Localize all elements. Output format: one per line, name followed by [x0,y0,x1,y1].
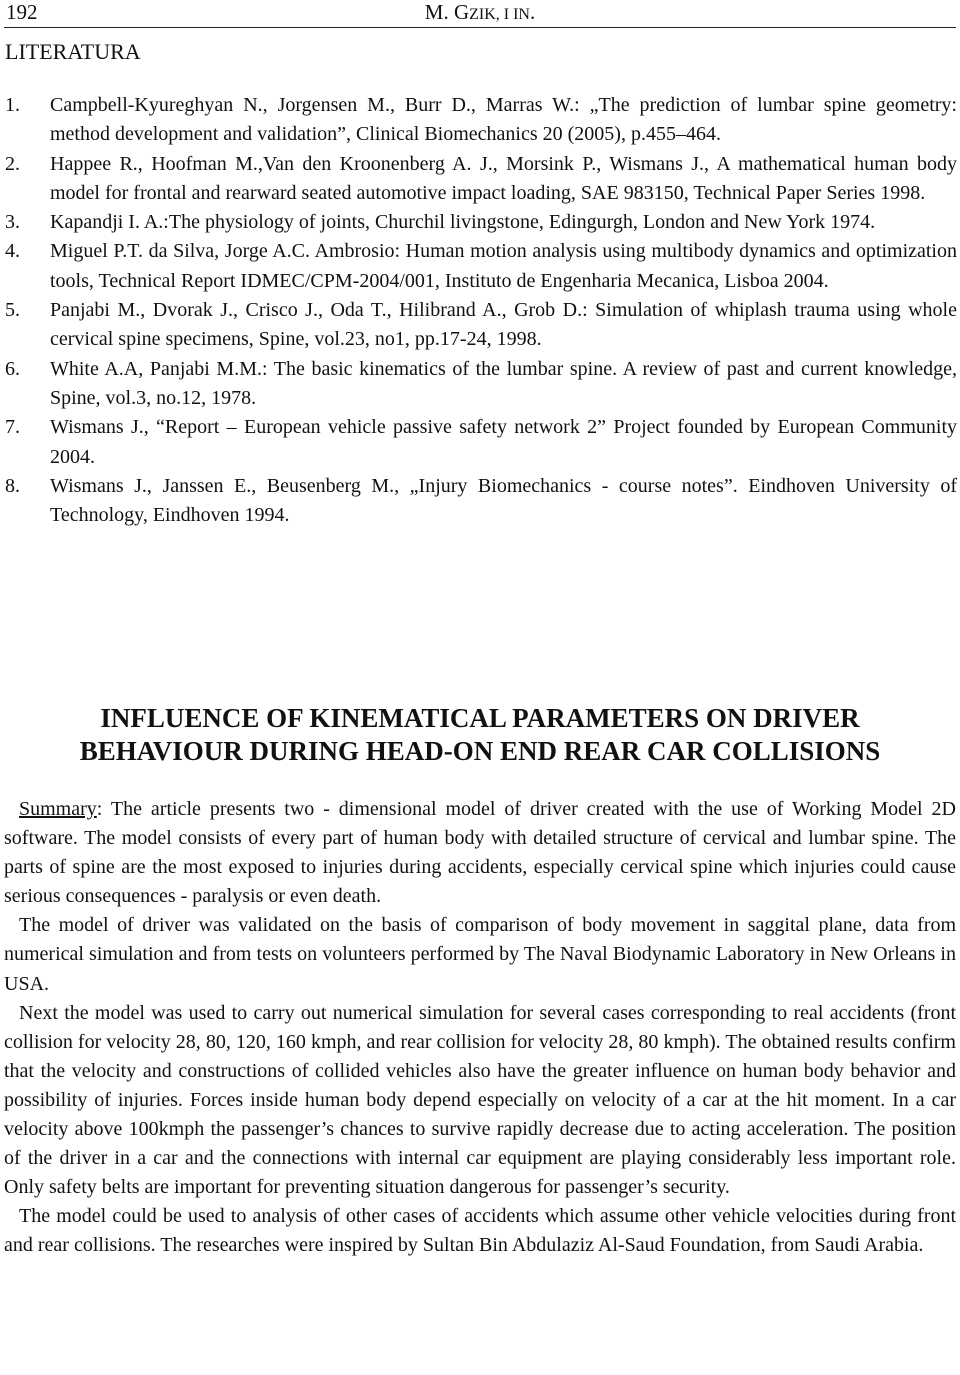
reference-item [5,208,957,237]
reference-item [5,150,957,209]
summary-paragraph [4,795,956,911]
reference-text: Wismans J., Janssen E., Beusenberg M., „Injury Biomechanics - course notes”. Eindhoven University of Technology, Eindhoven 1994. [50,474,957,527]
reference-number: 7. [5,416,20,439]
reference-item [5,237,957,296]
summary-paragraph: Next the model was used to carry out numerical simulation for several cases corresponding to real accidents (front collision for velocity 28, 80, 120, 160 kmph, and rear collision for velocity 28, 80 kmph). The obtained results confirm that the velocity and constructions of collided vehicles also have the greater influence on human body behavior and possibility of injuries. Forces inside human body depend especially on velocity of a car at the hit moment. In a car velocity above 100kmph the passenger’s chances to survive rapidly decrease due to acting acceleration. The position of the driver in a car and the connections with internal car equipment are playing considerably less important role. Only safety belts are important for preventing situation dangerous for passenger’s security. [4,1001,956,1199]
authors-end: . [529,0,536,24]
reference-number: 5. [5,299,20,322]
reference-item [5,296,957,355]
summary-label: Summary [19,798,97,820]
section-heading: LITERATURA [5,39,141,64]
summary-paragraph: The model of driver was validated on the basis of comparison of body movement in saggital plane, data from numerical simulation and from tests on volunteers performed by The Naval Biodynamic Laboratory in New Orleans in USA. [4,914,956,995]
reference-number: 3. [5,211,20,234]
reference-item [5,413,957,472]
reference-text: Panjabi M., Dvorak J., Crisco J., Oda T., Hilibrand A., Grob D.: Simulation of whiplash trauma using whole cervical spine specimens, Spine, vol.23, no1, pp.17-24, 1998. [50,299,957,351]
running-header [4,0,956,28]
reference-text: Happee R., Hoofman M.,Van den Kroonenberg A. J., Morsink P., Wismans J., A mathematical human body model for frontal and rearward seated automotive impact loading, SAE 983150, Technical Paper Series 1998. [50,152,957,204]
article-title-line: INFLUENCE OF KINEMATICAL PARAMETERS ON DRIVER [100,703,860,733]
reference-item [5,355,957,414]
reference-number: 4. [5,240,20,263]
reference-number: 8. [5,474,20,497]
reference-text: Campbell-Kyureghyan N., Jorgensen M., Burr D., Marras W.: „The prediction of lumbar spine geometry: method development and validation”, Clinical Biomechanics 20 (2005), p.455–464. [50,94,957,146]
reference-text: White A.A, Panjabi M.M.: The basic kinematics of the lumbar spine. A review of past and current knowledge, Spine, vol.3, no.12, 1978. [50,357,957,409]
running-header-authors [4,0,956,25]
article-title-line: BEHAVIOUR DURING HEAD-ON END REAR CAR COLLISIONS [79,736,881,766]
reference-list [5,91,957,530]
summary-text: : The article presents two - dimensional model of driver created with the use of Working Model 2D software. The model consists of every part of human body with detailed structure of cervical and lumbar spine. The parts of spine are the most exposed to injuries during accidents, especially cervical spine which injuries could cause serious consequences - paralysis or even death. [4,798,956,908]
reference-text: Kapandji I. A.:The physiology of joints, Churchil livingstone, Edingurgh, London and New York 1974. [50,211,876,234]
page-number: 192 [6,0,38,24]
summary-paragraph: The model could be used to analysis of other cases of accidents which assume other vehicle velocities during front and rear collisions. The researches were inspired by Sultan Bin Abdulaziz Al-Saud Foundation, from Saudi Arabia. [4,1205,956,1257]
authors-small-caps: ZIK, I IN [469,6,530,23]
reference-text: Wismans J., “Report – European vehicle passive safety network 2” Project founded by European Community 2004. [50,416,957,468]
reference-text: Miguel P.T. da Silva, Jorge A.C. Ambrosio: Human motion analysis using multibody dynamics and optimization tools, Technical Report IDMEC/CPM-2004/001, Instituto de Engenharia Mecanica, Lisboa 2004. [50,240,957,292]
article-title [0,702,960,768]
reference-number: 1. [5,94,20,116]
authors-initial: M. G [424,0,470,24]
reference-item [5,472,957,531]
reference-number: 2. [5,152,20,175]
reference-item [5,91,957,150]
summary-section [4,795,956,1261]
reference-number: 6. [5,357,20,380]
